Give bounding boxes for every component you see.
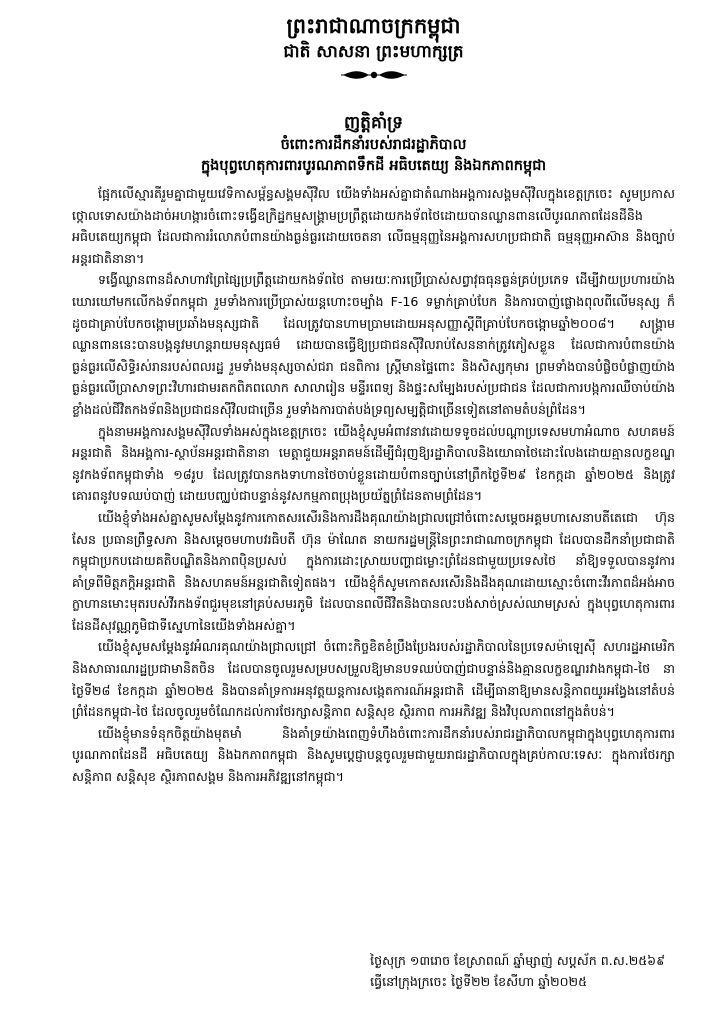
paragraph-6: យើងខ្ញុំមានទំនុកចិត្តយ៉ាងមុតមាំ និងគាំទ្រយ៉ាងពេញទំហឹងចំពោះការដឹកនាំរបស់រាជរដ្ឋាភិបាលកម្ពុជាក្នុងបុព្វហេតុការពារបូរណភាពដែនដី អធិបតេយ្យ និងឯកភាពកម្ពុជា និងសូមប្តេជ្ញាបន្តចូលរួមជាមួយរាជរដ្ឋាភិបាលក្នុងគ្រប់កាលៈទេសៈ ក្នុងការថែរក្សាសន្តិភាព សន្តិសុខ ស្ថិរភាពសង្គម និងការអភិវឌ្ឍនៅកម្ពុជា។ bbox=[72, 725, 675, 785]
national-motto bbox=[72, 12, 675, 82]
signoff-block bbox=[370, 950, 665, 992]
title-line-3: ក្នុងបុព្វហេតុការពារបូរណភាពទឹកដី អធិបតេយ្យ និងឯកភាពកម្ពុជា bbox=[200, 158, 547, 174]
place-date: ធ្វើនៅក្រុងក្រចេះ ថ្ងៃទី២២ ខែសីហា ឆ្នាំ២០២៥ bbox=[370, 974, 587, 989]
motto-heading: ជាតិ សាសនា ព្រះមហាក្សត្រ bbox=[283, 42, 464, 62]
paragraph-2: ទង្វើឈ្លានពានដ៏សាហាវព្រៃផ្សៃប្រព្រឹត្តដោយកងទ័ពថៃ តាមរយៈការប្រើប្រាស់សព្វាវុធធុនធ្ងន់គ្រប់ប្រភេទ ដើម្បីវាយប្រហារយ៉ាងឃោរឃៅមកលើកងទ័ពកម្ពុជា រួមទាំងការប្រើប្រាស់យន្តហោះចម្បាំង F-16 ទម្លាក់គ្រាប់បែក និងការបាញ់ផ្លោងពុលពីលើមនុស្ស ក៏ដូចជាគ្រាប់បែកចង្កោមប្រឆាំងមនុស្សជាតិ ដែលត្រូវបានហាមប្រាមដោយអនុសញ្ញាស្តីពីគ្រាប់បែកចង្កោមឆ្នាំ២០០៨។ សង្គ្រាមឈ្លានពាននេះបានបង្កនូវមហន្តរាយមនុស្សធម៌ ដោយបានធ្វើឱ្យប្រជាជនស៊ីវិលរាប់សែននាក់ត្រូវភៀសខ្លួន ដែលជាការបំពានយ៉ាងធ្ងន់ធ្ងរលើសិទ្ធិរស់រានរបស់ពលរដ្ឋ រួមទាំងមនុស្សចាស់ជរា ជនពិការ ស្ត្រីមានផ្ទៃពោះ និងសិស្សកុមារ ព្រមទាំងបានបំផ្លិចបំផ្លាញយ៉ាងធ្ងន់ធ្ងរលើប្រាសាទព្រះវិហារជាមរតកពិភពលោក សាលារៀន មន្ទីរពេទ្យ និងផ្ទះសម្បែងរបស់ប្រជាជន ដែលជាការបង្កការឈឺចាប់យ៉ាងខ្លាំងដល់ជីវិតកងទ័ពនិងប្រជាជនស៊ីវិលជាច្រើន រួមទាំងការបាត់បង់ទ្រព្យសម្បត្តិជាច្រើនទៀតនៅតាមតំបន់ព្រំដែន។ bbox=[72, 272, 675, 417]
paragraph-1: ផ្អែកលើស្មារតីរួមគ្នាជាមួយវេទិកាសម្ព័ន្ធសង្គមស៊ីវិល យើងទាំងអស់គ្នាជាតំណាងអង្គការសង្គមស៊ីវិលក្នុងខេត្តក្រចេះ សូមប្រកាសថ្កោលទោសយ៉ាងដាច់អហង្ការចំពោះទង្វើឧក្រិដ្ឋកម្មសង្គ្រាមប្រព្រឹត្តដោយកងទ័ពថៃដោយបានឈ្លានពានលើបូរណភាពដែនដីនិងអធិបតេយ្យកម្ពុជា ដែលជាការរំលោភបំពានយ៉ាងធ្ងន់ធ្ងរដោយចេតនា លើធម្មនុញ្ញនៃអង្គការសហប្រជាជាតិ ធម្មនុញ្ញអាស៊ាន និងច្បាប់អន្តរជាតិនានា។ bbox=[72, 186, 675, 266]
document-title bbox=[72, 112, 675, 177]
paragraph-4: យើងខ្ញុំទាំងអស់គ្នាសូមសម្តែងនូវការកោតសរសើរនិងការដឹងគុណយ៉ាងជ្រាលជ្រៅចំពោះសម្តេចអគ្គមហាសេនាបតីតេជោ ហ៊ុន សែន ប្រធានព្រឹទ្ធសភា និងសម្តេចមហាបវរធិបតី ហ៊ុន ម៉ាណែត នាយករដ្ឋមន្ត្រីនៃព្រះរាជាណាចក្រកម្ពុជា ដែលបានដឹកនាំប្រជាជាតិកម្ពុជាប្រកបដោយគតិបណ្ឌិតនិងភាពប៉ិនប្រសប់ ក្នុងការដោះស្រាយបញ្ហាជម្លោះព្រំដែនជាមួយប្រទេសថៃ នាំឱ្យទទួលបាននូវការគាំទ្រពីមិត្តភក្តិអន្តរជាតិ និងសហគមន៍អន្តរជាតិទៀតផង។ យើងខ្ញុំក៏សូមកោតសរសើរនិងដឹងគុណដោយស្មោះចំពោះវីរភាពដ៏អង់អាចក្លាហានមោះមុតរបស់វីរកងទ័ពជួរមុខនៅគ្រប់សមរភូមិ ដែលបានពលីជីវិតនិងបានលះបង់សាច់ស្រស់ឈាមស្រស់ ក្នុងបុព្វហេតុការពារដែនដីសុវណ្ណភូមិជាទីស្នេហានៃយើងទាំងអស់គ្នា។ bbox=[72, 509, 675, 633]
paragraph-3: ក្នុងនាមអង្គការសង្គមស៊ីវិលទាំងអស់ក្នុងខេត្តក្រចេះ យើងខ្ញុំសូមអំពាវនាវដោយទទូចដល់បណ្តាប្រទេសមហាអំណាច សហគមន៍អន្តរជាតិ និងអង្គការ-ស្ថាប័នអន្តរជាតិនានា មេត្តាជួយអន្តរាគមន៍ដើម្បីជំរុញឱ្យរដ្ឋាភិបាលនិងយោធាថៃដោះលែងដោយគ្មានលក្ខខណ្ឌនូវកងទ័ពកម្ពុជាទាំង ១៨រូប ដែលត្រូវបានកងទាហានថៃចាប់ខ្លួនដោយបំពានច្បាប់នៅព្រឹកថ្ងៃទី២៩ ខែកក្កដា ឆ្នាំ២០២៥ និងត្រូវគោរពនូវបទឈប់បាញ់ ដោយបញ្ឈប់ជាបន្ទាន់នូវសកម្មភាពប្រុងប្រយ័ត្នព្រំដែនតាមព្រំដែន។ bbox=[72, 423, 675, 504]
paragraph-5: យើងខ្ញុំសូមសម្តែងនូវអំណរគុណយ៉ាងជ្រាលជ្រៅ ចំពោះកិច្ចខិតខំប្រឹងប្រែងរបស់រដ្ឋាភិបាលនៃប្រទេសម៉ាឡេស៊ី សហរដ្ឋអាមេរិក និងសាធារណរដ្ឋប្រជាមានិតចិន ដែលបានចូលរួមសម្របសម្រួលឱ្យមានបទឈប់បាញ់ជាបន្ទាន់និងគ្មានលក្ខខណ្ឌរវាងកម្ពុជា-ថៃ នាថ្ងៃទី២៨ ខែកក្កដា ឆ្នាំ២០២៥ និងបានគាំទ្រការអនុវត្តយន្តការសង្កេតការណ៍អន្តរជាតិ ដើម្បីធានាឱ្យមានសន្តិភាពយូរអង្វែងនៅតំបន់ព្រំដែនកម្ពុជា-ថៃ ដែលចូលរួមចំណែកដល់ការថែរក្សាសន្តិភាព សន្តិសុខ ស្ថិរភាព ការអភិវឌ្ឍ និងវិបុលភាពនៅក្នុងតំបន់។ bbox=[72, 639, 675, 720]
title-line-2: ចំពោះការដឹកនាំរបស់រាជរដ្ឋាភិបាល bbox=[280, 137, 467, 153]
title-main: ញត្តិគាំទ្រ bbox=[343, 113, 404, 133]
lunar-date: ថ្ងៃសុក្រ ១៣រោច ខែស្រាពណ៍ ឆ្នាំម្សាញ់ សប្តស័ក ព.ស.២៥៦៩ bbox=[370, 953, 665, 968]
ornament-divider-icon bbox=[341, 68, 407, 82]
kingdom-heading: ព្រះរាជាណាចក្រកម្ពុជា bbox=[286, 13, 461, 38]
document-body bbox=[72, 183, 675, 788]
